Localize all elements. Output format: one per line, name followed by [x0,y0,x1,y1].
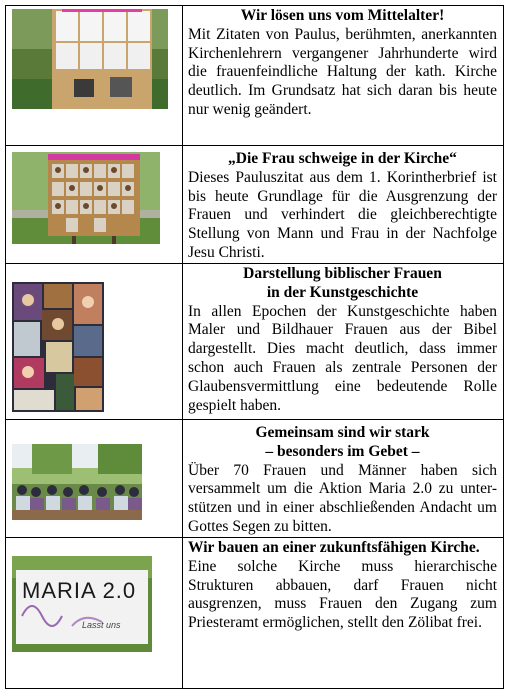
banner-text: MARIA 2.0 [22,578,137,603]
table-row [5,145,504,264]
row-heading: in der Kunstgeschichte [266,283,419,301]
svg-text:Lasst uns: Lasst uns [82,620,121,630]
row-heading: Wir bauen an einer zukunftsfähigen Kirche. [188,539,480,556]
row-heading: Wir lösen uns vom Mittelalter! [240,7,445,24]
image-cell [5,420,183,538]
table-row [5,419,504,538]
row-text: Über 70 Frauen und Männer haben sich versammelt um die Aktion Maria 2.0 zu unter-stützen und in einer abschließenden Andacht um Gottes Segen zu bitten. [188,461,497,535]
table-row [5,263,504,420]
text-cell [182,146,504,264]
row-heading: Gemeinsam sind wir stark [255,424,430,441]
image-cell [5,264,183,420]
row-heading: „Die Frau schweige in der Kirche“ [228,150,457,167]
image-cell [5,6,183,146]
row-heading: Darstellung biblischer Frauen [243,265,442,282]
image-cell [5,146,183,264]
text-cell [182,538,504,688]
photo-art-collage [12,282,104,412]
table-row [5,537,504,689]
row-text: Eine solche Kirche muss hierarchische Strukturen abbauen, darf Frauen nicht ausgrenzen, muss Frauen den Zugang zum Priesteramt ermöglichen, stellt den Zölibat frei. [188,557,497,632]
row-text: Mit Zitaten von Paulus, berühmten, anerkannten Kirchenlehrern vergangener Jahrhunderte wird die frauenfeindliche Haltung der kath. Kirche deutlich. Im Grundsatz hat sich daran bis heute nur wenig geändert. [188,25,497,118]
row-text: Dieses Pauluszitat aus dem 1. Korintherbrief ist bis heute Grundlage für die Ausgrenzung der Frauen und verhindert die gleichberechtigte Stellung von Mann und Frau in der Nachfolge Jesu Christi. [188,168,497,261]
table-row [5,5,504,146]
text-cell [182,420,504,538]
text-cell [182,264,504,420]
photo-gathering [12,444,142,520]
image-cell [5,538,183,688]
row-text: In allen Epochen der Kunstgeschichte haben Maler und Bildhauer Frauen aus der Bibel dargestellt. Dies macht deutlich, dass immer schon auch Frauen als zentrale Personen der Glaubensvermittlung eine bedeutende Rolle gespielt haben. [188,302,497,414]
photo-collage-board [12,152,160,244]
row-heading: – besonders im Gebet – [265,442,420,460]
photo-banner [12,556,152,652]
photo-poster-board [12,9,168,109]
text-cell [182,6,504,146]
